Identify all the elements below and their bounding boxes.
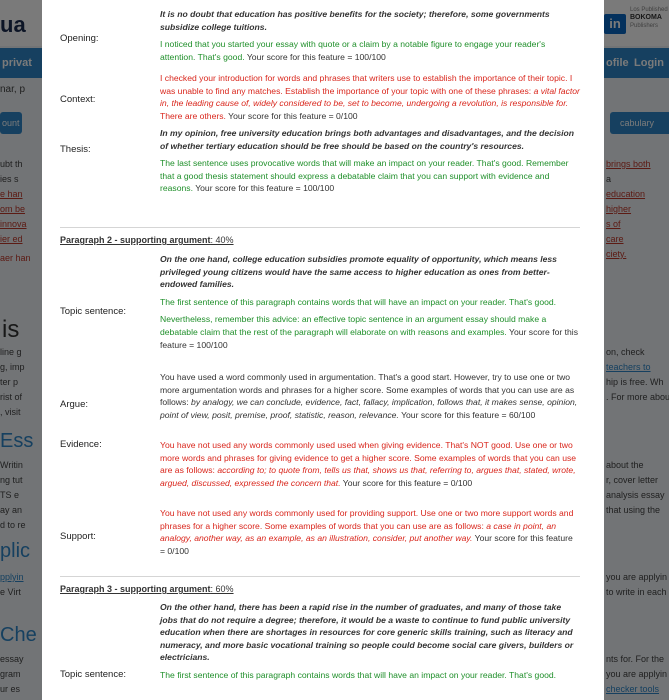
row-label: Thesis:	[60, 144, 91, 155]
example-phrases: a vital factor in, the leading cause of, widely considered to be, set to become, undergoing a revolution, is responsible for.	[160, 85, 580, 109]
essay-quote: On the one hand, college education subsidies promote equality of opportunity, which means less privileged young citizens would have the same access to higher education as ones from better-endowed families.	[160, 254, 557, 290]
row-label: Opening:	[60, 33, 99, 44]
paragraph-title: Paragraph 2 - supporting argument	[60, 235, 211, 245]
essay-quote: On the other hand, there has been a rapid rise in the number of graduates, and many of those take jobs that do not require a degree; therefore, it would be a waste to continue to fund public university education when there are shortages in resources for core generic skills training, such as literacy and numeracy, and more basic vocational training so people could become social care givers, builders or electricians.	[160, 602, 574, 663]
paragraph-percent: : 60%	[210, 584, 234, 594]
row-body	[160, 72, 580, 127]
row-label: Support:	[60, 531, 96, 542]
score-text: Your score for this feature = 0/100	[225, 110, 358, 121]
row-label: Context:	[60, 94, 96, 105]
score-text: Your score for this feature = 100/100	[192, 183, 335, 194]
essay-quote: In my opinion, free university education brings both advantages and disadvantages, and the decision of whether tertiary education should be free should be based on the country's resources.	[160, 128, 575, 151]
feedback-text: I checked your introduction for words and phrases that writers use to establish the importance of their topic. I was unable to find any matches. Establish the importance of your topic with one of these phrases: a vital factor in, the leading cause of, widely considered to be, set to become, undergoing a revolution, is responsible for. There are others. Your score for this feature = 0/100	[160, 73, 580, 121]
score-text: Your score for this feature = 0/100	[340, 477, 473, 488]
score-text: Your score for this feature = 100/100	[160, 326, 579, 350]
score-text: Your score for this feature = 100/100	[244, 51, 386, 62]
paragraph-title: Paragraph 3 - supporting argument	[60, 584, 211, 594]
feedback-text: You have not used any words commonly used for providing support. Use one or two more support words and phrases for a higher score. Some examples of words that you can use are as follows: a case in point, an analogy, another way, as an example, as an illustration, consider, put another way. Your score for this feature = 0/100	[160, 508, 574, 556]
row-label: Topic sentence:	[60, 669, 127, 680]
row-label: Topic sentence:	[60, 306, 127, 317]
row-body	[160, 127, 580, 200]
row-body	[160, 439, 580, 494]
row-body	[160, 253, 580, 356]
feedback-text: You have used a word commonly used in argumentation. That's a good start. However, try to use one or two more argumentation words and phrases for a higher score. Some examples of words that you can use are as follows: by analogy, we can conclude, evidence, fact, fallacy, implication, follows that, it makes sense, opinion, point of view, posit, premise, proof, statistic, reason, relevance. Your score for this feature = 60/100	[160, 372, 578, 420]
row-body	[160, 601, 580, 687]
paragraph-2-heading	[60, 227, 580, 245]
feedback-text: Nevertheless, remember this advice: an effective topic sentence in an argument essay should make a debatable claim that the rest of the paragraph will elaborate on with reasons and examples. Your score for this feature = 100/100	[160, 314, 579, 350]
row-label: Evidence:	[60, 439, 102, 450]
row-label: Argue:	[60, 399, 88, 410]
feedback-text: I noticed that you started your essay with quote or a claim by a notable figure to engage your reader's attention. That's good. Your score for this feature = 100/100	[160, 39, 546, 62]
score-text: Your score for this feature = 60/100	[398, 409, 536, 420]
essay-feedback-modal	[42, 0, 604, 700]
feedback-text: You have not used any words commonly used used when giving evidence. That's NOT good. Use one or two more words and phrases for giving evidence to get a higher score. Some examples of words that you can use are as follows: according to; to quote from, tells us that, shows us that, referring to, argues that, stated, wrote, argued, discussed, expressed the concern that. Your score for this feature = 0/100	[160, 440, 577, 488]
row-body	[160, 8, 580, 68]
row-body	[160, 507, 580, 562]
score-text: Your score for this feature = 0/100	[160, 533, 573, 556]
example-phrases: according to; to quote from, tells us that, shows us that, referring to, argues that, stated, wrote, argued, discussed, expressed the concern that.	[160, 465, 576, 488]
paragraph-percent: : 40%	[210, 235, 234, 245]
feedback-text: The first sentence of this paragraph contains words that will have an impact on your reader. That's good.	[160, 669, 557, 680]
row-body	[160, 371, 580, 426]
paragraph-3-heading	[60, 576, 580, 594]
example-phrases: a case in point, an analogy, another way, as an example, as an illustration, consider, put another way.	[160, 520, 557, 544]
feedback-text: The first sentence of this paragraph contains words that will have an impact on your reader. That's good.	[160, 296, 557, 307]
essay-quote: It is no doubt that education has positive benefits for the society; therefore, some governments subsidize college tuitions.	[160, 9, 550, 32]
example-phrases: by analogy, we can conclude, evidence, fact, fallacy, implication, follows that, it makes sense, opinion, point of view, posit, premise, proof, statistic, reason, relevance.	[160, 397, 578, 420]
feedback-text: The last sentence uses provocative words that will make an impact on your reader. That's good. Remember that a good thesis statement should express a debatable claim that you can support with evidence and reasons. Your score for this feature = 100/100	[160, 158, 569, 194]
